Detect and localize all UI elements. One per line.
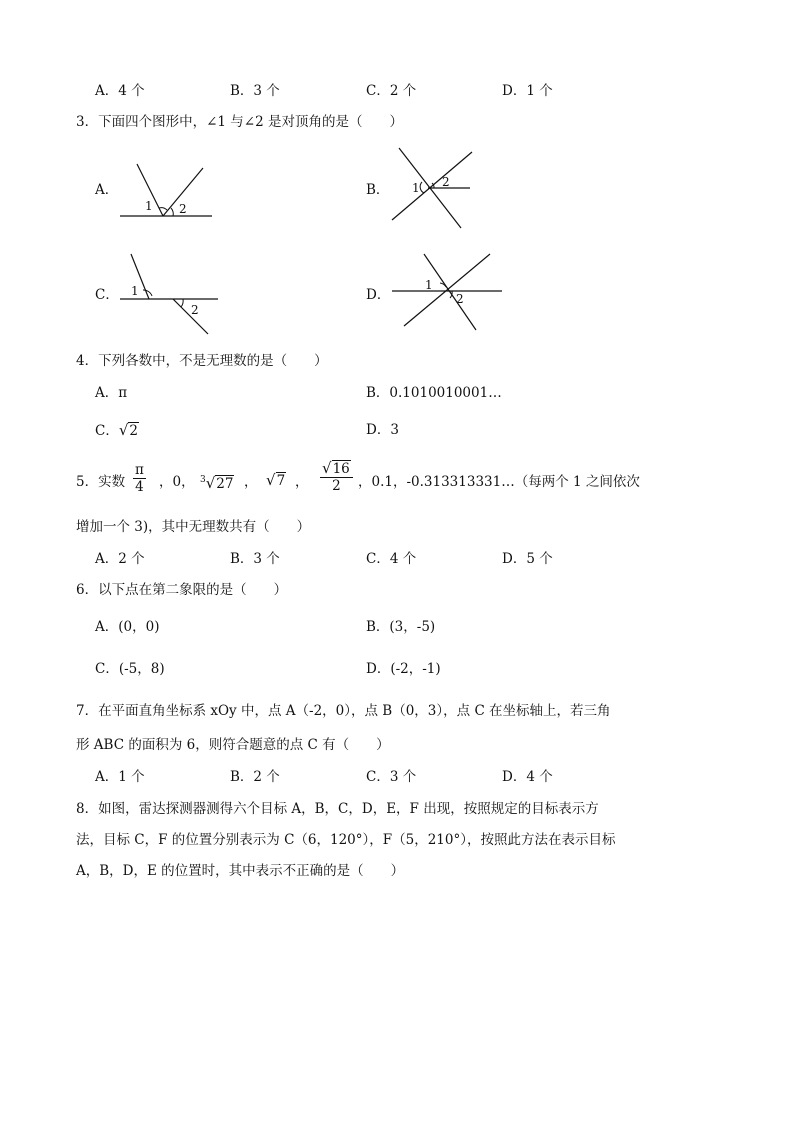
- q3-label-d: D．: [366, 287, 391, 303]
- q6-option-b: B．(3，-5): [366, 619, 436, 635]
- q3-figure-b: [388, 146, 478, 230]
- q8-line3: A，B，D，E 的位置时，其中表示不正确的是（ ）: [76, 863, 405, 879]
- q4-option-c-label: C．: [95, 423, 119, 439]
- q5-comma-1: ，: [244, 474, 258, 490]
- q6-option-c: C．(-5，8): [95, 661, 165, 677]
- q3a-angle-1: 1: [145, 199, 153, 213]
- q7-option-d: D．4 个: [502, 769, 553, 785]
- q4-option-c: [95, 420, 139, 441]
- q4-option-d: D．3: [366, 422, 399, 438]
- q2-option-b: B．3 个: [230, 83, 280, 99]
- q3d-angle-1: 1: [425, 278, 433, 292]
- q7-line1: 7．在平面直角坐标系 xOy 中，点 A（-2，0），点 B（0，3），点 C 在坐标轴上，若三角: [76, 703, 611, 719]
- q4-option-b: B．0.1010010001…: [366, 385, 502, 401]
- q8-line2: 法，目标 C，F 的位置分别表示为 C（6，120°），F（5，210°），按照此方法在表示目标: [76, 832, 616, 848]
- q3c-angle-1: 1: [131, 284, 139, 298]
- q5-tail: ，0.1，-0.313313331…（每两个 1 之间依次: [358, 474, 640, 490]
- q7-option-a: A．1 个: [95, 769, 145, 785]
- q5-line2: 增加一个 3)，其中无理数共有（ ）: [76, 519, 311, 535]
- q3-figure-c: [115, 252, 225, 338]
- q5-sqrt-7: √7: [266, 471, 286, 489]
- q5-option-c: C．4 个: [366, 551, 417, 567]
- q5-option-d: D．5 个: [502, 551, 553, 567]
- q6-stem: 6．以下点在第二象限的是（ ）: [76, 582, 288, 598]
- q6-option-a: A．(0，0): [95, 619, 160, 635]
- q5-frac-sqrt16-2: $\frac{√16}{2}$: [318, 460, 355, 494]
- q6-option-d: D．(-2，-1): [366, 661, 441, 677]
- q5-lead: 5．实数: [76, 474, 126, 490]
- q8-line1: 8．如图，雷达探测器测得六个目标 A，B，C，D，E，F 出现，按照规定的目标表示方: [76, 801, 599, 817]
- sqrt-2: √2: [118, 421, 138, 439]
- q3a-angle-2: 2: [179, 202, 187, 216]
- q5-option-b: B．3 个: [230, 551, 280, 567]
- q3-label-b: B．: [366, 182, 390, 198]
- q4-stem: 4．下列各数中，不是无理数的是（ ）: [76, 353, 328, 369]
- q4-option-a: A．π: [95, 385, 128, 401]
- q5-comma-2: ，: [295, 474, 309, 490]
- q3-label-c: C．: [95, 287, 119, 303]
- q3c-angle-2: 2: [191, 303, 199, 317]
- q5-frac-pi-4: $\frac{\pi}{4}$: [135, 462, 144, 495]
- q2-option-a: A．4 个: [95, 83, 145, 99]
- q5-zero: ，0，: [159, 474, 195, 490]
- q7-option-c: C．3 个: [366, 769, 417, 785]
- q3b-angle-1: 1: [412, 181, 420, 195]
- q3-figure-d: [388, 250, 508, 332]
- q3b-angle-2: 2: [442, 175, 450, 189]
- q5-option-a: A．2 个: [95, 551, 145, 567]
- q3d-angle-2: 2: [456, 292, 464, 306]
- q7-option-b: B．2 个: [230, 769, 280, 785]
- q5-cbrt-27: $^3$√27: [200, 473, 234, 492]
- q3-figure-a: [115, 160, 215, 220]
- q2-option-c: C．2 个: [366, 83, 417, 99]
- q2-option-d: D．1 个: [502, 83, 553, 99]
- q7-line2: 形 ABC 的面积为 6，则符合题意的点 C 有（ ）: [76, 737, 390, 753]
- q3-stem: 3．下面四个图形中，∠1 与∠2 是对顶角的是（ ）: [76, 114, 403, 130]
- q3-label-a: A．: [95, 182, 119, 198]
